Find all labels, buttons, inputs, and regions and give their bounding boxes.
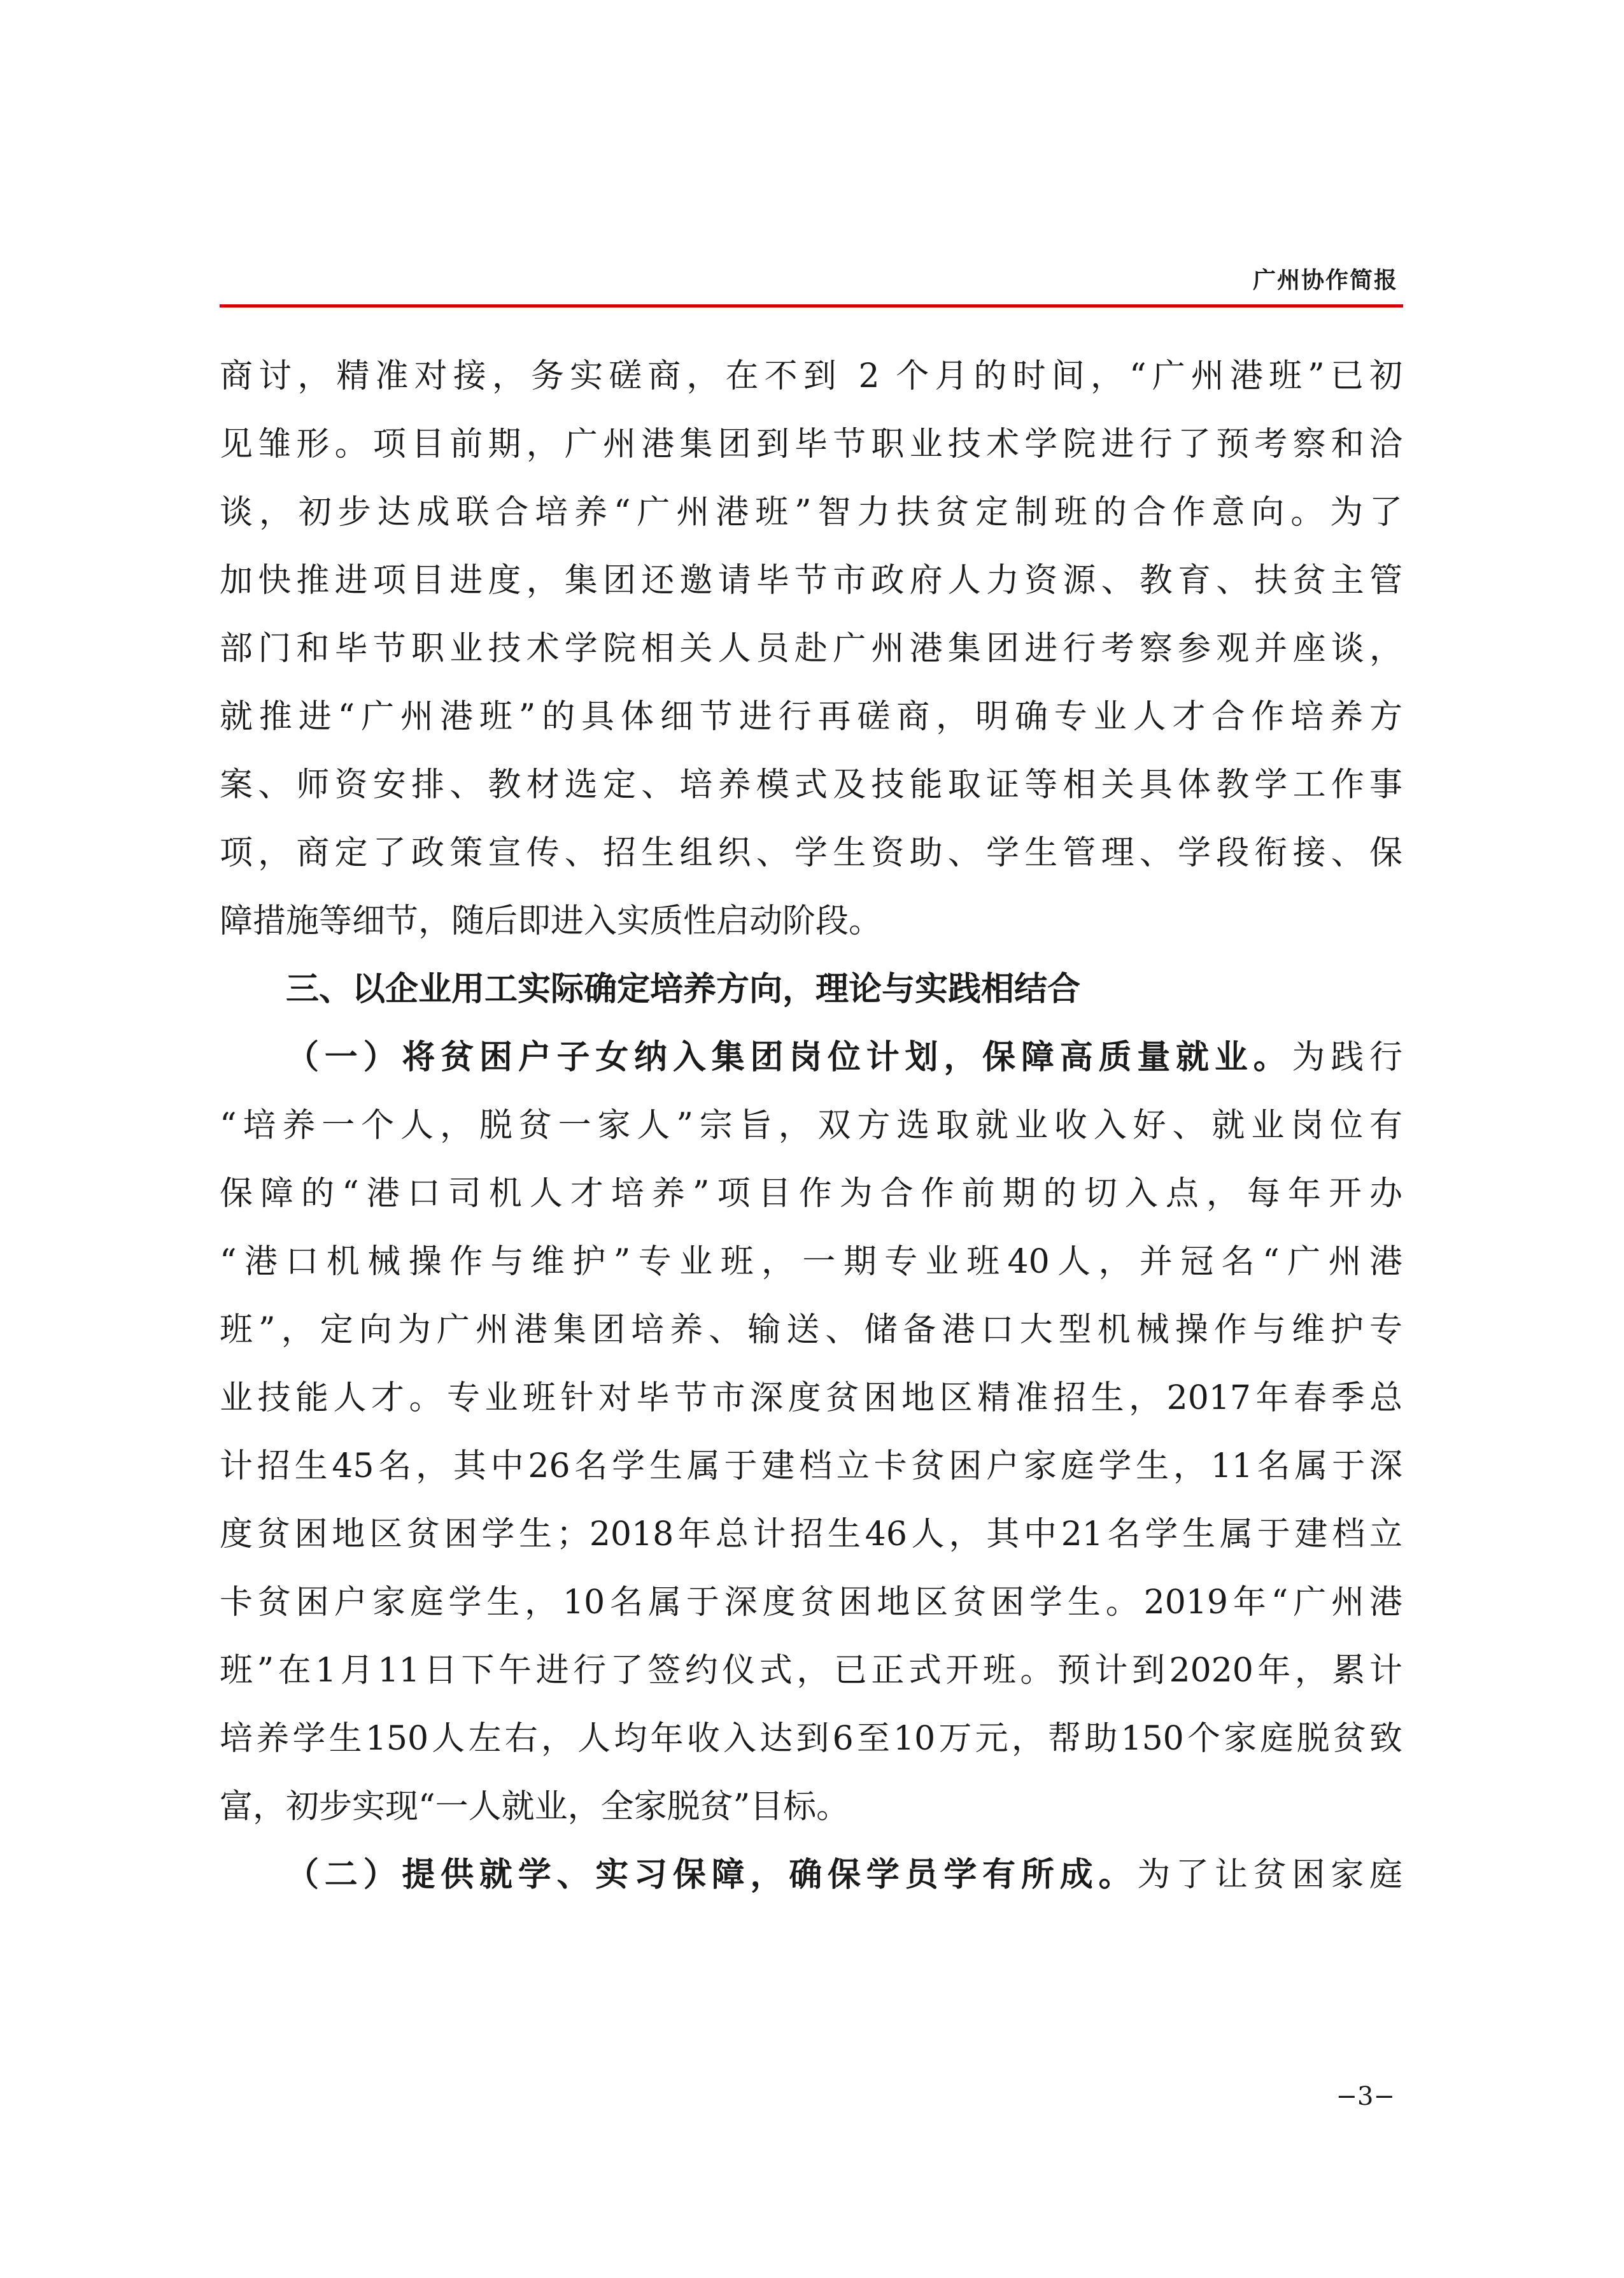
paragraph-text: 为践行 (1292, 1038, 1402, 1077)
text-line: “港口机械操作与维护”专业班，一期专业班40人，并冠名“广州港 (220, 1243, 1402, 1281)
text-line: 培养学生150人左右，人均年收入达到6至10万元，帮助150个家庭脱贫致 (220, 1720, 1402, 1758)
subsection-lead: （一）将贫困户子女纳入集团岗位计划，保障高质量就业。 (286, 1038, 1292, 1077)
text-line: 卡贫困户家庭学生，10名属于深度贫困地区贫困学生。2019年“广州港 (220, 1583, 1402, 1622)
paragraph-first-line (220, 1841, 1402, 1909)
header-rule (220, 304, 1403, 308)
text-line: “培养一个人，脱贫一家人”宗旨，双方选取就业收入好、就业岗位有 (220, 1107, 1402, 1145)
text-line: 班”，定向为广州港集团培养、输送、储备港口大型机械操作与维护专 (220, 1311, 1402, 1349)
section-heading: 三、以企业用工实际确定培养方向，理论与实践相结合 (286, 970, 1081, 1008)
text-line: 案、师资安排、教材选定、培养模式及技能取证等相关具体教学工作事 (220, 766, 1402, 804)
text-line: 谈，初步达成联合培养“广州港班”智力扶贫定制班的合作意向。为了 (220, 493, 1402, 532)
text-line: 商讨，精准对接，务实磋商，在不到 2 个月的时间，“广州港班”已初 (220, 357, 1402, 395)
text-line: 业技能人才。专业班针对毕节市深度贫困地区精准招生，2017年春季总 (220, 1379, 1402, 1417)
text-line: 项，商定了政策宣传、招生组织、学生资助、学生管理、学段衔接、保 (220, 834, 1402, 872)
paragraph-text: 为了让贫困家庭 (1137, 1856, 1402, 1894)
header-title: 广州协作简报 (1252, 267, 1398, 294)
page-number: −3− (1336, 2082, 1395, 2111)
text-line: 富，初步实现“一人就业，全家脱贫”目标。 (220, 1788, 850, 1826)
paragraph-first-line (220, 1024, 1402, 1092)
text-line: 保障的“港口司机人才培养”项目作为合作前期的切入点，每年开办 (220, 1175, 1402, 1213)
text-line: 就推进“广州港班”的具体细节进行再磋商，明确专业人才合作培养方 (220, 698, 1402, 736)
text-line: 障措施等细节，随后即进入实质性启动阶段。 (220, 902, 882, 940)
body-text (220, 343, 1402, 1909)
text-line: 部门和毕节职业技术学院相关人员赴广州港集团进行考察参观并座谈， (220, 630, 1402, 668)
text-line: 加快推进项目进度，集团还邀请毕节市政府人力资源、教育、扶贫主管 (220, 562, 1402, 600)
text-line: 见雏形。项目前期，广州港集团到毕节职业技术学院进行了预考察和洽 (220, 425, 1402, 463)
text-line: 计招生45名，其中26名学生属于建档立卡贫困户家庭学生，11名属于深 (220, 1447, 1402, 1485)
subsection-lead: （二）提供就学、实习保障，确保学员学有所成。 (286, 1856, 1138, 1894)
text-line: 班”在1月11日下午进行了签约仪式，已正式开班。预计到2020年，累计 (220, 1652, 1402, 1690)
text-line: 度贫困地区贫困学生；2018年总计招生46人，其中21名学生属于建档立 (220, 1515, 1402, 1553)
